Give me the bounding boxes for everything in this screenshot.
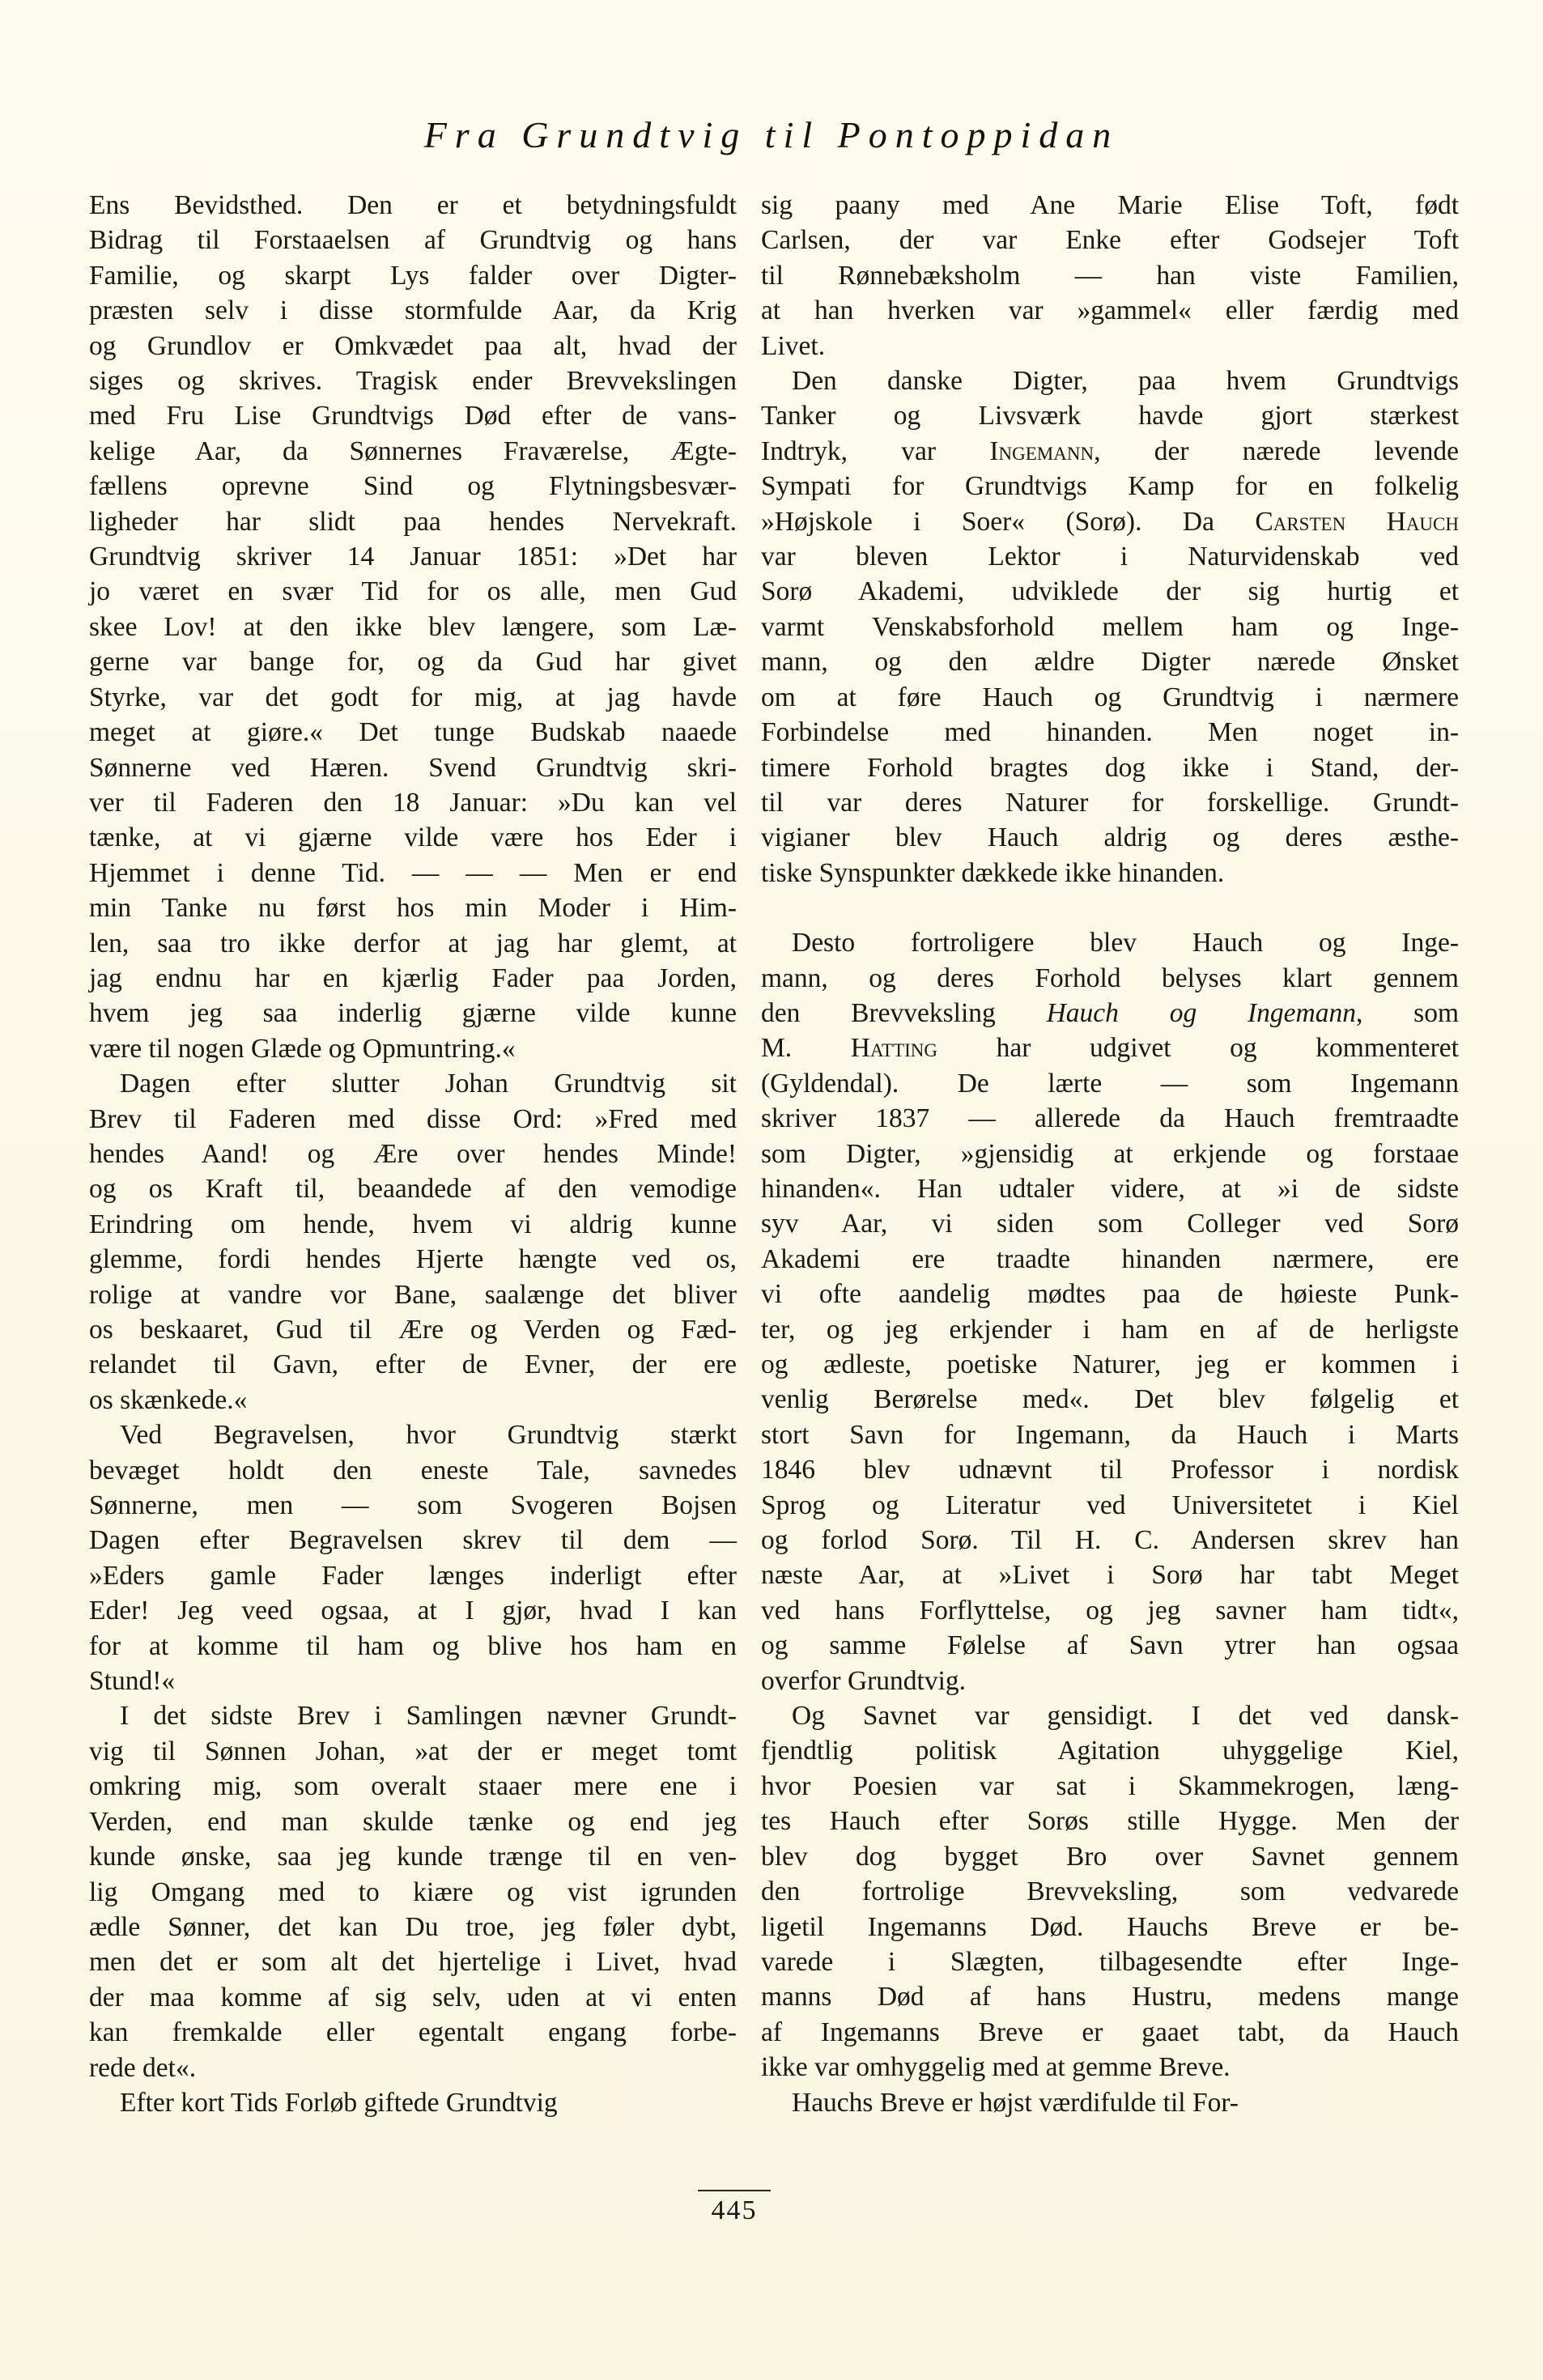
text-line: vigianer blev Hauch aldrig og deres æsthe- <box>761 822 1459 853</box>
text-line: der maa komme af sig selv, uden at vi enten <box>89 1982 737 2012</box>
page-number: 445 <box>711 2195 758 2225</box>
text-line: at han hverken var »gammel« eller færdig med <box>761 295 1459 326</box>
text-line: vig til Sønnen Johan, »at der er meget tomt <box>89 1736 737 1766</box>
page-number-rule <box>698 2190 771 2191</box>
text-line: stort Savn for Ingemann, da Hauch i Marts <box>761 1419 1459 1450</box>
text-line: min Tanke nu først hos min Moder i Him- <box>89 893 737 924</box>
text-line: skee Lov! at den ikke blev længere, som Læ- <box>89 611 737 642</box>
text-line: om at føre Hauch og Grundtvig i nærmere <box>761 682 1459 712</box>
text-line: ved hans Forflyttelse, og jeg savner ham tidt«, <box>761 1595 1459 1626</box>
text-line: ligetil Ingemanns Død. Hauchs Breve er be- <box>761 1911 1459 1942</box>
text-line: tiske Synspunkter dækkede ikke hinanden. <box>761 857 1225 888</box>
text-line: venlig Berørelse med«. Det blev følgelig et <box>761 1384 1459 1415</box>
text-line: Desto fortroligere blev Hauch og Inge- <box>792 928 1459 958</box>
text-line: mann, og den ældre Digter nærede Ønsket <box>761 647 1459 678</box>
text-line: omkring mig, som overalt staaer mere ene i <box>89 1771 737 1802</box>
text-line: Dagen efter slutter Johan Grundtvig sit <box>120 1069 737 1099</box>
text-line: ter, og jeg erkjender i ham en af de herligste <box>761 1314 1459 1345</box>
paragraph <box>89 1417 737 1698</box>
text-line: Sønnerne ved Hæren. Svend Grundtvig skri- <box>89 752 737 783</box>
text-line: Verden, end man skulde tænke og end jeg <box>89 1806 737 1837</box>
text-line: jo været en svær Tid for os alle, men Gud <box>89 576 737 607</box>
text-line: M. Hatting har udgivet og kommenteret <box>761 1033 1459 1064</box>
text-line: varede i Slægten, tilbagesendte efter Inge- <box>761 1946 1459 1977</box>
text-line: ver til Faderen den 18 Januar: »Du kan vel <box>89 787 737 818</box>
text-line: og forlod Sorø. Til H. C. Andersen skrev han <box>761 1525 1459 1556</box>
text-line: til Rønnebæksholm — han viste Familien, <box>761 260 1459 291</box>
text-line: 1846 blev udnævnt til Professor i nordisk <box>761 1455 1459 1485</box>
text-line: glemme, fordi hendes Hjerte hængte ved os, <box>89 1244 737 1275</box>
paragraph <box>761 925 1459 1698</box>
text-line: overfor Grundtvig. <box>761 1665 967 1696</box>
text-line: skriver 1837 — allerede da Hauch fremtraadte <box>761 1103 1459 1134</box>
text-line: til var deres Naturer for forskellige. Grundt- <box>761 787 1459 818</box>
text-line: ligheder har slidt paa hendes Nervekraft. <box>89 506 737 537</box>
small-caps-name: Ingemann <box>989 436 1095 466</box>
text-line: Styrke, var det godt for mig, at jag havde <box>89 682 737 712</box>
text-line: Sympati for Grundtvigs Kamp for en folkelig <box>761 471 1459 502</box>
text-line: hvem jeg saa inderlig gjærne vilde kunne <box>89 998 737 1029</box>
text-line: jag endnu har en kjærlig Fader paa Jorden, <box>89 963 737 993</box>
paragraph <box>761 363 1459 890</box>
text-line: mann, og deres Forhold belyses klart gennem <box>761 963 1459 993</box>
text-line: Carlsen, der var Enke efter Godsejer Toft <box>761 225 1459 256</box>
text-line: Sprog og Literatur ved Universitetet i Kiel <box>761 1490 1459 1520</box>
paragraph <box>761 2085 1459 2120</box>
text-line: var bleven Lektor i Naturvidenskab ved <box>761 542 1459 572</box>
text-line: den fortrolige Brevveksling, som vedvarede <box>761 1876 1459 1907</box>
text-line: Grundtvig skriver 14 Januar 1851: »Det har <box>89 542 737 572</box>
text-line: og samme Følelse af Savn ytrer han ogsaa <box>761 1630 1459 1661</box>
text-line: Den danske Digter, paa hvem Grundtvigs <box>792 366 1459 397</box>
italic-title: Hauch og Ingemann <box>1046 997 1356 1028</box>
text-line: Eder! Jeg veed ogsaa, at I gjør, hvad I kan <box>89 1596 737 1626</box>
text-line: timere Forhold bragtes dog ikke i Stand, der- <box>761 752 1459 783</box>
text-line: Bidrag til Forstaaelsen af Grundtvig og hans <box>89 225 737 256</box>
text-line: Ved Begravelsen, hvor Grundtvig stærkt <box>120 1420 737 1451</box>
text-line: Hjemmet i denne Tid. — — — Men er end <box>89 857 737 888</box>
text-line: relandet til Gavn, efter de Evner, der ere <box>89 1349 737 1380</box>
text-line: bevæget holdt den eneste Tale, savnedes <box>89 1455 737 1485</box>
text-line: tænke, at vi gjærne vilde være hos Eder i <box>89 822 737 853</box>
paragraph <box>761 188 1459 363</box>
text-line: Stund!« <box>89 1666 176 1697</box>
small-caps-name: Carsten Hauch <box>1255 506 1459 537</box>
text-line: Akademi ere traadte hinanden nærmere, ere <box>761 1243 1459 1274</box>
left-column <box>89 188 737 2120</box>
text-line: »Eders gamle Fader længes inderligt efter <box>89 1560 737 1591</box>
text-line: med Fru Lise Grundtvigs Død efter de vans- <box>89 401 737 431</box>
text-line: Hauchs Breve er højst værdifulde til For- <box>792 2087 1239 2118</box>
text-line: Brev til Faderen med disse Ord: »Fred med <box>89 1103 737 1134</box>
text-line: Dagen efter Begravelsen skrev til dem — <box>89 1525 737 1556</box>
text-line: kan fremkalde eller egentalt engang forbe- <box>89 2017 737 2048</box>
text-line: I det sidste Brev i Samlingen nævner Grundt- <box>120 1701 737 1732</box>
text-line: Familie, og skarpt Lys falder over Digter- <box>89 260 737 291</box>
paragraph <box>761 1698 1459 2085</box>
text-line: næste Aar, at »Livet i Sorø har tabt Meget <box>761 1560 1459 1591</box>
text-line: tes Hauch efter Sorøs stille Hygge. Men der <box>761 1806 1459 1837</box>
text-line: (Gyldendal). De lærte — som Ingemann <box>761 1068 1459 1099</box>
text-line: ædle Sønner, det kan Du troe, jeg føler dybt, <box>89 1911 737 1942</box>
text-line: kunde ønske, saa jeg kunde trænge til en ven- <box>89 1842 737 1872</box>
text-line: og Grundlov er Omkvædet paa alt, hvad der <box>89 330 737 361</box>
text-line: »Højskole i Soer« (Sorø). Da Carsten Hauch <box>761 506 1459 537</box>
text-line: af Ingemanns Breve er gaaet tabt, da Hauch <box>761 2017 1459 2047</box>
text-line: fællens oprevne Sind og Flytningsbesvær- <box>89 471 737 502</box>
text-line: sig paany med Ane Marie Elise Toft, født <box>761 190 1459 220</box>
text-line: varmt Venskabsforhold mellem ham og Inge- <box>761 611 1459 642</box>
text-line: ikke var omhyggelig med at gemme Breve. <box>761 2052 1231 2083</box>
text-line: gerne var bange for, og da Gud har givet <box>89 647 737 678</box>
right-column <box>761 188 1459 2120</box>
text-line: len, saa tro ikke derfor at jag har glemt, at <box>89 928 737 958</box>
text-line: kelige Aar, da Sønnernes Fraværelse, Ægte- <box>89 436 737 466</box>
text-line: Forbindelse med hinanden. Men noget in- <box>761 717 1459 748</box>
paragraph <box>89 1066 737 1417</box>
text-line: hvor Poesien var sat i Skammekrogen, læng- <box>761 1770 1459 1801</box>
text-line: den Brevveksling Hauch og Ingemann, som <box>761 997 1459 1028</box>
text-line: meget at giøre.« Det tunge Budskab naaede <box>89 717 737 748</box>
text-line: syv Aar, vi siden som Colleger ved Sorø <box>761 1209 1459 1239</box>
text-line: men det er som alt det hjertelige i Livet, hvad <box>89 1947 737 1978</box>
text-line: være til nogen Glæde og Opmuntring.« <box>89 1033 516 1064</box>
text-line: Indtryk, var Ingemann, der nærede levende <box>761 436 1459 466</box>
text-line: Sønnerne, men — som Svogeren Bojsen <box>89 1490 737 1521</box>
text-line: rede det«. <box>89 2052 197 2083</box>
text-line: vi ofte aandelig mødtes paa de høieste Punk- <box>761 1279 1459 1310</box>
small-caps-name: Hatting <box>850 1033 938 1064</box>
text-line: Efter kort Tids Forløb giftede Grundtvig <box>120 2087 558 2118</box>
text-line: og os Kraft til, beaandede af den vemodige <box>89 1174 737 1205</box>
text-line: rolige at vandre vor Bane, saalænge det bliver <box>89 1279 737 1310</box>
paragraph <box>89 1698 737 2085</box>
text-line: Livet. <box>761 330 826 361</box>
text-line: blev dog bygget Bro over Savnet gennem <box>761 1841 1459 1872</box>
running-head: Fra Grundtvig til Pontoppidan <box>423 114 1120 155</box>
text-line: hinanden«. Han udtaler videre, at »i de sidste <box>761 1173 1459 1204</box>
paragraph <box>89 188 737 1066</box>
text-line: manns Død af hans Hustru, medens mange <box>761 1982 1459 2012</box>
text-line: Tanker og Livsværk havde gjort stærkest <box>761 401 1459 431</box>
text-line: fjendtlig politisk Agitation uhyggelige Kiel, <box>761 1736 1459 1766</box>
text-line: Ens Bevidsthed. Den er et betydningsfuldt <box>89 190 737 220</box>
text-line: hendes Aand! og Ære over hendes Minde! <box>89 1138 737 1169</box>
paragraph <box>89 2085 737 2120</box>
text-line: Sorø Akademi, udviklede der sig hurtig et <box>761 576 1459 607</box>
text-line: for at komme til ham og blive hos ham en <box>89 1630 737 1661</box>
text-line: Erindring om hende, hvem vi aldrig kunne <box>89 1209 737 1239</box>
text-line: os skænkede.« <box>89 1384 248 1415</box>
text-line: siges og skrives. Tragisk ender Brevvekslingen <box>89 366 737 397</box>
text-line: lig Omgang med to kiære og vist igrunden <box>89 1876 737 1907</box>
text-line: som Digter, »gjensidig at erkjende og forstaae <box>761 1138 1459 1169</box>
text-line: os beskaaret, Gud til Ære og Verden og Fæd- <box>89 1315 737 1345</box>
text-line: præsten selv i disse stormfulde Aar, da Krig <box>89 295 737 326</box>
text-line: Og Savnet var gensidigt. I det ved dansk- <box>792 1701 1459 1732</box>
text-line: og ædleste, poetiske Naturer, jeg er kommen i <box>761 1349 1459 1379</box>
